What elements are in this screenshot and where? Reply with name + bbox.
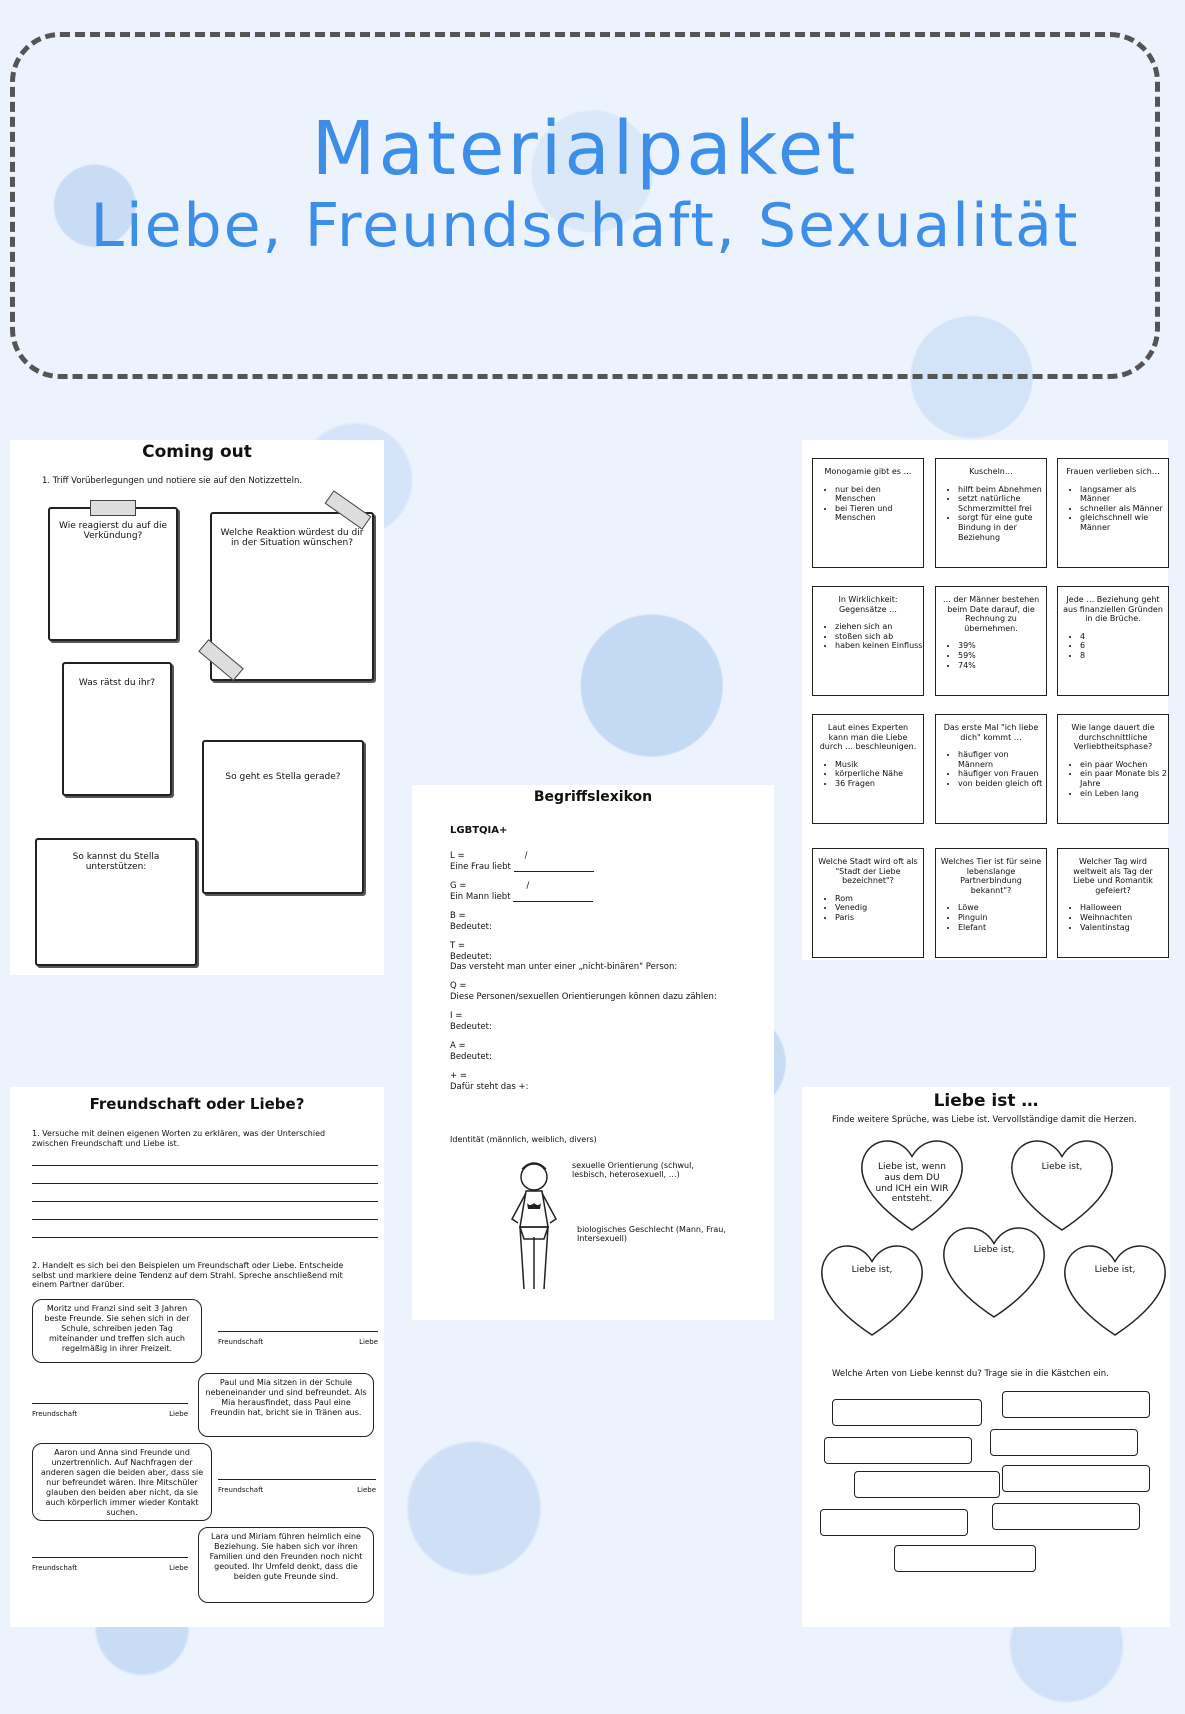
lex-row-g — [450, 881, 593, 902]
task-text: Finde weitere Sprüche, was Liebe ist. Vervollständige damit die Herzen. — [832, 1115, 1137, 1125]
quiz-option: • gleichschnell wie Männer — [1080, 513, 1168, 532]
lex-text: Eine Frau liebt — [450, 861, 511, 872]
lex-key: B = — [450, 911, 466, 921]
scenario-text: Moritz und Franzi sind seit 3 Jahren beste Freunde. Sie sehen sich in der Schule, schreiben jeden Tag miteinander und treffen sich auch regelmäßig in ihrer Freizeit. — [44, 1304, 190, 1353]
scale-left-label: Freundschaft — [32, 1564, 78, 1572]
sheet-coming-out — [10, 440, 384, 975]
quiz-card — [1057, 848, 1169, 958]
sheet-title: Freundschaft oder Liebe? — [89, 1095, 305, 1113]
quiz-option: • 39% — [958, 641, 1046, 651]
quiz-options — [1058, 760, 1168, 798]
quiz-option: • 4 — [1080, 632, 1168, 642]
note-text: Was rätst du ihr? — [78, 678, 156, 688]
answer-box[interactable] — [820, 1509, 968, 1536]
lex-text: Ein Mann liebt — [450, 891, 511, 902]
quiz-question: Monogamie gibt es … — [824, 467, 912, 476]
quiz-card — [812, 848, 924, 958]
note-text: So geht es Stella gerade? — [225, 772, 341, 782]
answer-box[interactable] — [992, 1503, 1140, 1530]
quiz-options — [813, 622, 923, 651]
heart[interactable] — [1007, 1132, 1117, 1232]
quiz-option: • ziehen sich an — [835, 622, 923, 632]
identity-label: Identität (männlich, weiblich, divers) — [450, 1135, 597, 1144]
quiz-option: • schneller als Männer — [1080, 504, 1168, 514]
quiz-option: • langsamer als Männer — [1080, 485, 1168, 504]
quiz-option: • 74% — [958, 661, 1046, 671]
quiz-question: Das erste Mal "ich liebe dich" kommt … — [943, 723, 1039, 742]
answer-line[interactable] — [513, 901, 593, 902]
answer-line[interactable] — [32, 1201, 378, 1202]
quiz-options — [936, 641, 1046, 670]
page-title: Materialpaket — [311, 106, 859, 192]
note-wish — [210, 512, 374, 681]
quiz-card — [812, 458, 924, 568]
scale-right-label: Liebe — [357, 1486, 376, 1494]
quiz-question: Welcher Tag wird weltweit als Tag der Liebe und Romantik gefeiert? — [1073, 857, 1153, 895]
quiz-question: Wie lange dauert die durchschnittliche Verliebtheitsphase? — [1071, 723, 1155, 752]
gender-figure-illustration — [494, 1157, 574, 1297]
task-text: 2. Handelt es sich bei den Beispielen um Freundschaft oder Liebe. Entscheide selbst und markiere deine Tendenz auf dem Strahl. Spreche anschließend mit einem Partner darüber. — [32, 1261, 344, 1290]
quiz-options — [1058, 903, 1168, 932]
answer-line[interactable] — [32, 1165, 378, 1166]
page-subtitle: Liebe, Freundschaft, Sexualität — [90, 191, 1080, 262]
sheet-quiz — [802, 440, 1168, 960]
quiz-option: • Elefant — [958, 923, 1046, 933]
task-text: Welche Arten von Liebe kennst du? Trage sie in die Kästchen ein. — [832, 1369, 1109, 1379]
sheet-title: Begriffslexikon — [533, 789, 653, 805]
lex-text: Bedeutet: — [450, 1051, 492, 1062]
heart-text: Liebe ist, — [1094, 1265, 1136, 1275]
sheet-title: Liebe ist … — [933, 1091, 1039, 1111]
heart-text: Liebe ist, — [851, 1265, 893, 1275]
quiz-card — [812, 586, 924, 696]
lex-key: Q = — [450, 981, 467, 991]
scale-right-label: Liebe — [169, 1410, 188, 1418]
lex-text: Diese Personen/sexuellen Orientierungen können dazu zählen: — [450, 991, 717, 1002]
orientation-label: sexuelle Orientierung (schwul, lesbisch, heterosexuell, …) — [572, 1161, 694, 1179]
quiz-card — [812, 714, 924, 824]
heart[interactable] — [939, 1219, 1049, 1319]
quiz-option: • Paris — [835, 913, 923, 923]
lex-row-q — [450, 981, 717, 1002]
answer-box[interactable] — [894, 1545, 1036, 1572]
quiz-option: • setzt natürliche Schmerzmittel frei — [958, 494, 1046, 513]
quiz-option: • sorgt für eine gute Bindung in der Beziehung — [958, 513, 1046, 542]
scenario-text: Paul und Mia sitzen in der Schule nebeneinander und sind befreundet. Als Mia herausfindet, dass Paul eine Freundin hat, bricht sie in Tränen aus. — [205, 1378, 367, 1417]
title-box — [10, 32, 1160, 379]
heart[interactable] — [817, 1237, 927, 1337]
sheet-freundschaft — [10, 1087, 384, 1627]
note-support — [35, 838, 197, 966]
answer-line[interactable] — [514, 871, 594, 872]
quiz-option: • Valentinstag — [1080, 923, 1168, 933]
answer-line[interactable] — [32, 1219, 378, 1220]
quiz-option: • Pinguin — [958, 913, 1046, 923]
lex-key: G = — [450, 881, 467, 891]
quiz-options — [813, 760, 923, 789]
task-text: 1. Triff Vorüberlegungen und notiere sie auf den Notizzetteln. — [42, 476, 303, 486]
quiz-option: • nur bei den Menschen — [835, 485, 923, 504]
lex-key: + = — [450, 1071, 467, 1081]
lex-key: I = — [450, 1011, 463, 1021]
note-text: Welche Reaktion würdest du dir in der Situation wünschen? — [220, 528, 364, 548]
quiz-option: • körperliche Nähe — [835, 769, 923, 779]
scale-left-label: Freundschaft — [218, 1486, 264, 1494]
quiz-options — [1058, 632, 1168, 661]
quiz-option: • Rom — [835, 894, 923, 904]
scenario-card — [32, 1443, 212, 1521]
quiz-option: • ein paar Monate bis 2 Jahre — [1080, 769, 1168, 788]
scenario-card — [198, 1527, 374, 1603]
task-text: 1. Versuche mit deinen eigenen Worten zu erklären, was der Unterschied zwischen Freundschaft und Liebe ist. — [32, 1129, 326, 1148]
lex-slash: / — [526, 881, 530, 891]
quiz-options — [936, 485, 1046, 543]
lex-slash: / — [524, 851, 528, 861]
sheet-title: Coming out — [142, 442, 252, 462]
lex-key: T = — [450, 941, 466, 951]
lex-text: Bedeutet: — [450, 951, 492, 962]
quiz-card — [935, 458, 1047, 568]
heart[interactable] — [1060, 1237, 1170, 1337]
quiz-option: • Weihnachten — [1080, 913, 1168, 923]
lex-key: A = — [450, 1041, 466, 1051]
quiz-option: • ein paar Wochen — [1080, 760, 1168, 770]
quiz-options — [936, 903, 1046, 932]
note-advice — [62, 662, 172, 796]
quiz-card — [935, 714, 1047, 824]
lex-text: Bedeutet: — [450, 1021, 492, 1032]
answer-box[interactable] — [832, 1399, 982, 1426]
answer-box[interactable] — [824, 1437, 972, 1464]
answer-box[interactable] — [1002, 1465, 1150, 1492]
quiz-question: Kuscheln… — [969, 467, 1013, 476]
quiz-question: Frauen verlieben sich… — [1066, 467, 1160, 476]
heart-text: Liebe ist, — [973, 1245, 1015, 1255]
note-text: So kannst du Stella unterstützen: — [72, 852, 160, 872]
quiz-question: … der Männer bestehen beim Date darauf, die Rechnung zu übernehmen. — [942, 595, 1040, 633]
tape — [90, 500, 136, 516]
quiz-options — [813, 485, 923, 523]
quiz-option: • Venedig — [835, 903, 923, 913]
lex-key: L = — [450, 851, 465, 861]
scenario-text: Lara und Miriam führen heimlich eine Beziehung. Sie haben sich vor ihren Familien und den Freunden noch nicht geouted. Ihr Umfeld denkt, dass die beiden gute Freunde sind. — [209, 1532, 363, 1581]
heart-text: Liebe ist, — [1041, 1162, 1083, 1172]
quiz-question: Welche Stadt wird oft als "Stadt der Liebe bezeichnet"? — [818, 857, 918, 886]
lexikon-heading: LGBTQIA+ — [450, 825, 508, 836]
lex-row-l — [450, 851, 594, 872]
answer-line[interactable] — [32, 1183, 378, 1184]
sheet-liebe-ist — [802, 1087, 1170, 1627]
answer-box[interactable] — [1002, 1391, 1150, 1418]
lex-row-t — [450, 941, 677, 973]
quiz-options — [1058, 485, 1168, 533]
quiz-option: • stoßen sich ab — [835, 632, 923, 642]
scenario-card — [32, 1299, 202, 1363]
quiz-option: • Musik — [835, 760, 923, 770]
quiz-option: • ein Leben lang — [1080, 789, 1168, 799]
scale-right-label: Liebe — [169, 1564, 188, 1572]
lex-text: Dafür steht das +: — [450, 1081, 529, 1092]
quiz-option: • 8 — [1080, 651, 1168, 661]
note-feeling — [202, 740, 364, 894]
quiz-option: • von beiden gleich oft — [958, 779, 1046, 789]
heart-text: Liebe ist, wenn aus dem DU und ICH ein WIR entsteht. — [875, 1162, 949, 1205]
quiz-question: Laut eines Experten kann man die Liebe durch … beschleunigen. — [819, 723, 917, 752]
lex-text: Bedeutet: — [450, 921, 492, 932]
scale-left-label: Freundschaft — [32, 1410, 78, 1418]
scale-right-label: Liebe — [359, 1338, 378, 1346]
quiz-option: • häufiger von Männern — [958, 750, 1046, 769]
scenario-text: Aaron und Anna sind Freunde und unzertrennlich. Auf Nachfragen der anderen sagen die beiden aber, dass sie nur befreundet wären. Ihre Mitschüler glauben den beiden aber nicht, da sie auch körperlich immer wieder Kontakt suchen. — [40, 1448, 204, 1517]
quiz-option: • haben keinen Einfluss — [835, 641, 923, 651]
quiz-option: • Halloween — [1080, 903, 1168, 913]
sheet-lexikon — [412, 785, 774, 1320]
note-text: Wie reagierst du auf die Verkündung? — [59, 521, 167, 541]
quiz-card — [1057, 458, 1169, 568]
quiz-card — [1057, 714, 1169, 824]
quiz-option: • bei Tieren und Menschen — [835, 504, 923, 523]
heart[interactable] — [857, 1132, 967, 1232]
lex-row-i — [450, 1011, 492, 1032]
note-reaction — [48, 507, 178, 641]
answer-line[interactable] — [32, 1237, 378, 1238]
quiz-question: Jede … Beziehung geht aus finanziellen Gründen in die Brüche. — [1063, 595, 1163, 624]
quiz-option: • häufiger von Frauen — [958, 769, 1046, 779]
sex-label: biologisches Geschlecht (Mann, Frau, Intersexuell) — [577, 1225, 726, 1243]
quiz-option: • hilft beim Abnehmen — [958, 485, 1046, 495]
lex-row-plus — [450, 1071, 528, 1092]
lex-row-a — [450, 1041, 492, 1062]
quiz-option: • 36 Fragen — [835, 779, 923, 789]
quiz-option: • Löwe — [958, 903, 1046, 913]
answer-box[interactable] — [854, 1471, 1000, 1498]
quiz-question: Welches Tier ist für seine lebenslange Partnerbindung bekannt"? — [940, 857, 1042, 895]
quiz-card — [935, 848, 1047, 958]
lex-text: Das versteht man unter einer „nicht-binären" Person: — [450, 962, 678, 973]
quiz-card — [935, 586, 1047, 696]
lex-row-b — [450, 911, 492, 932]
quiz-option: • 6 — [1080, 641, 1168, 651]
answer-box[interactable] — [990, 1429, 1138, 1456]
quiz-card — [1057, 586, 1169, 696]
scale-left-label: Freundschaft — [218, 1338, 264, 1346]
quiz-question: In Wirklichkeit: Gegensätze … — [838, 595, 898, 614]
quiz-option: • 59% — [958, 651, 1046, 661]
quiz-options — [936, 750, 1046, 788]
scenario-card — [198, 1373, 374, 1437]
quiz-options — [813, 894, 923, 923]
